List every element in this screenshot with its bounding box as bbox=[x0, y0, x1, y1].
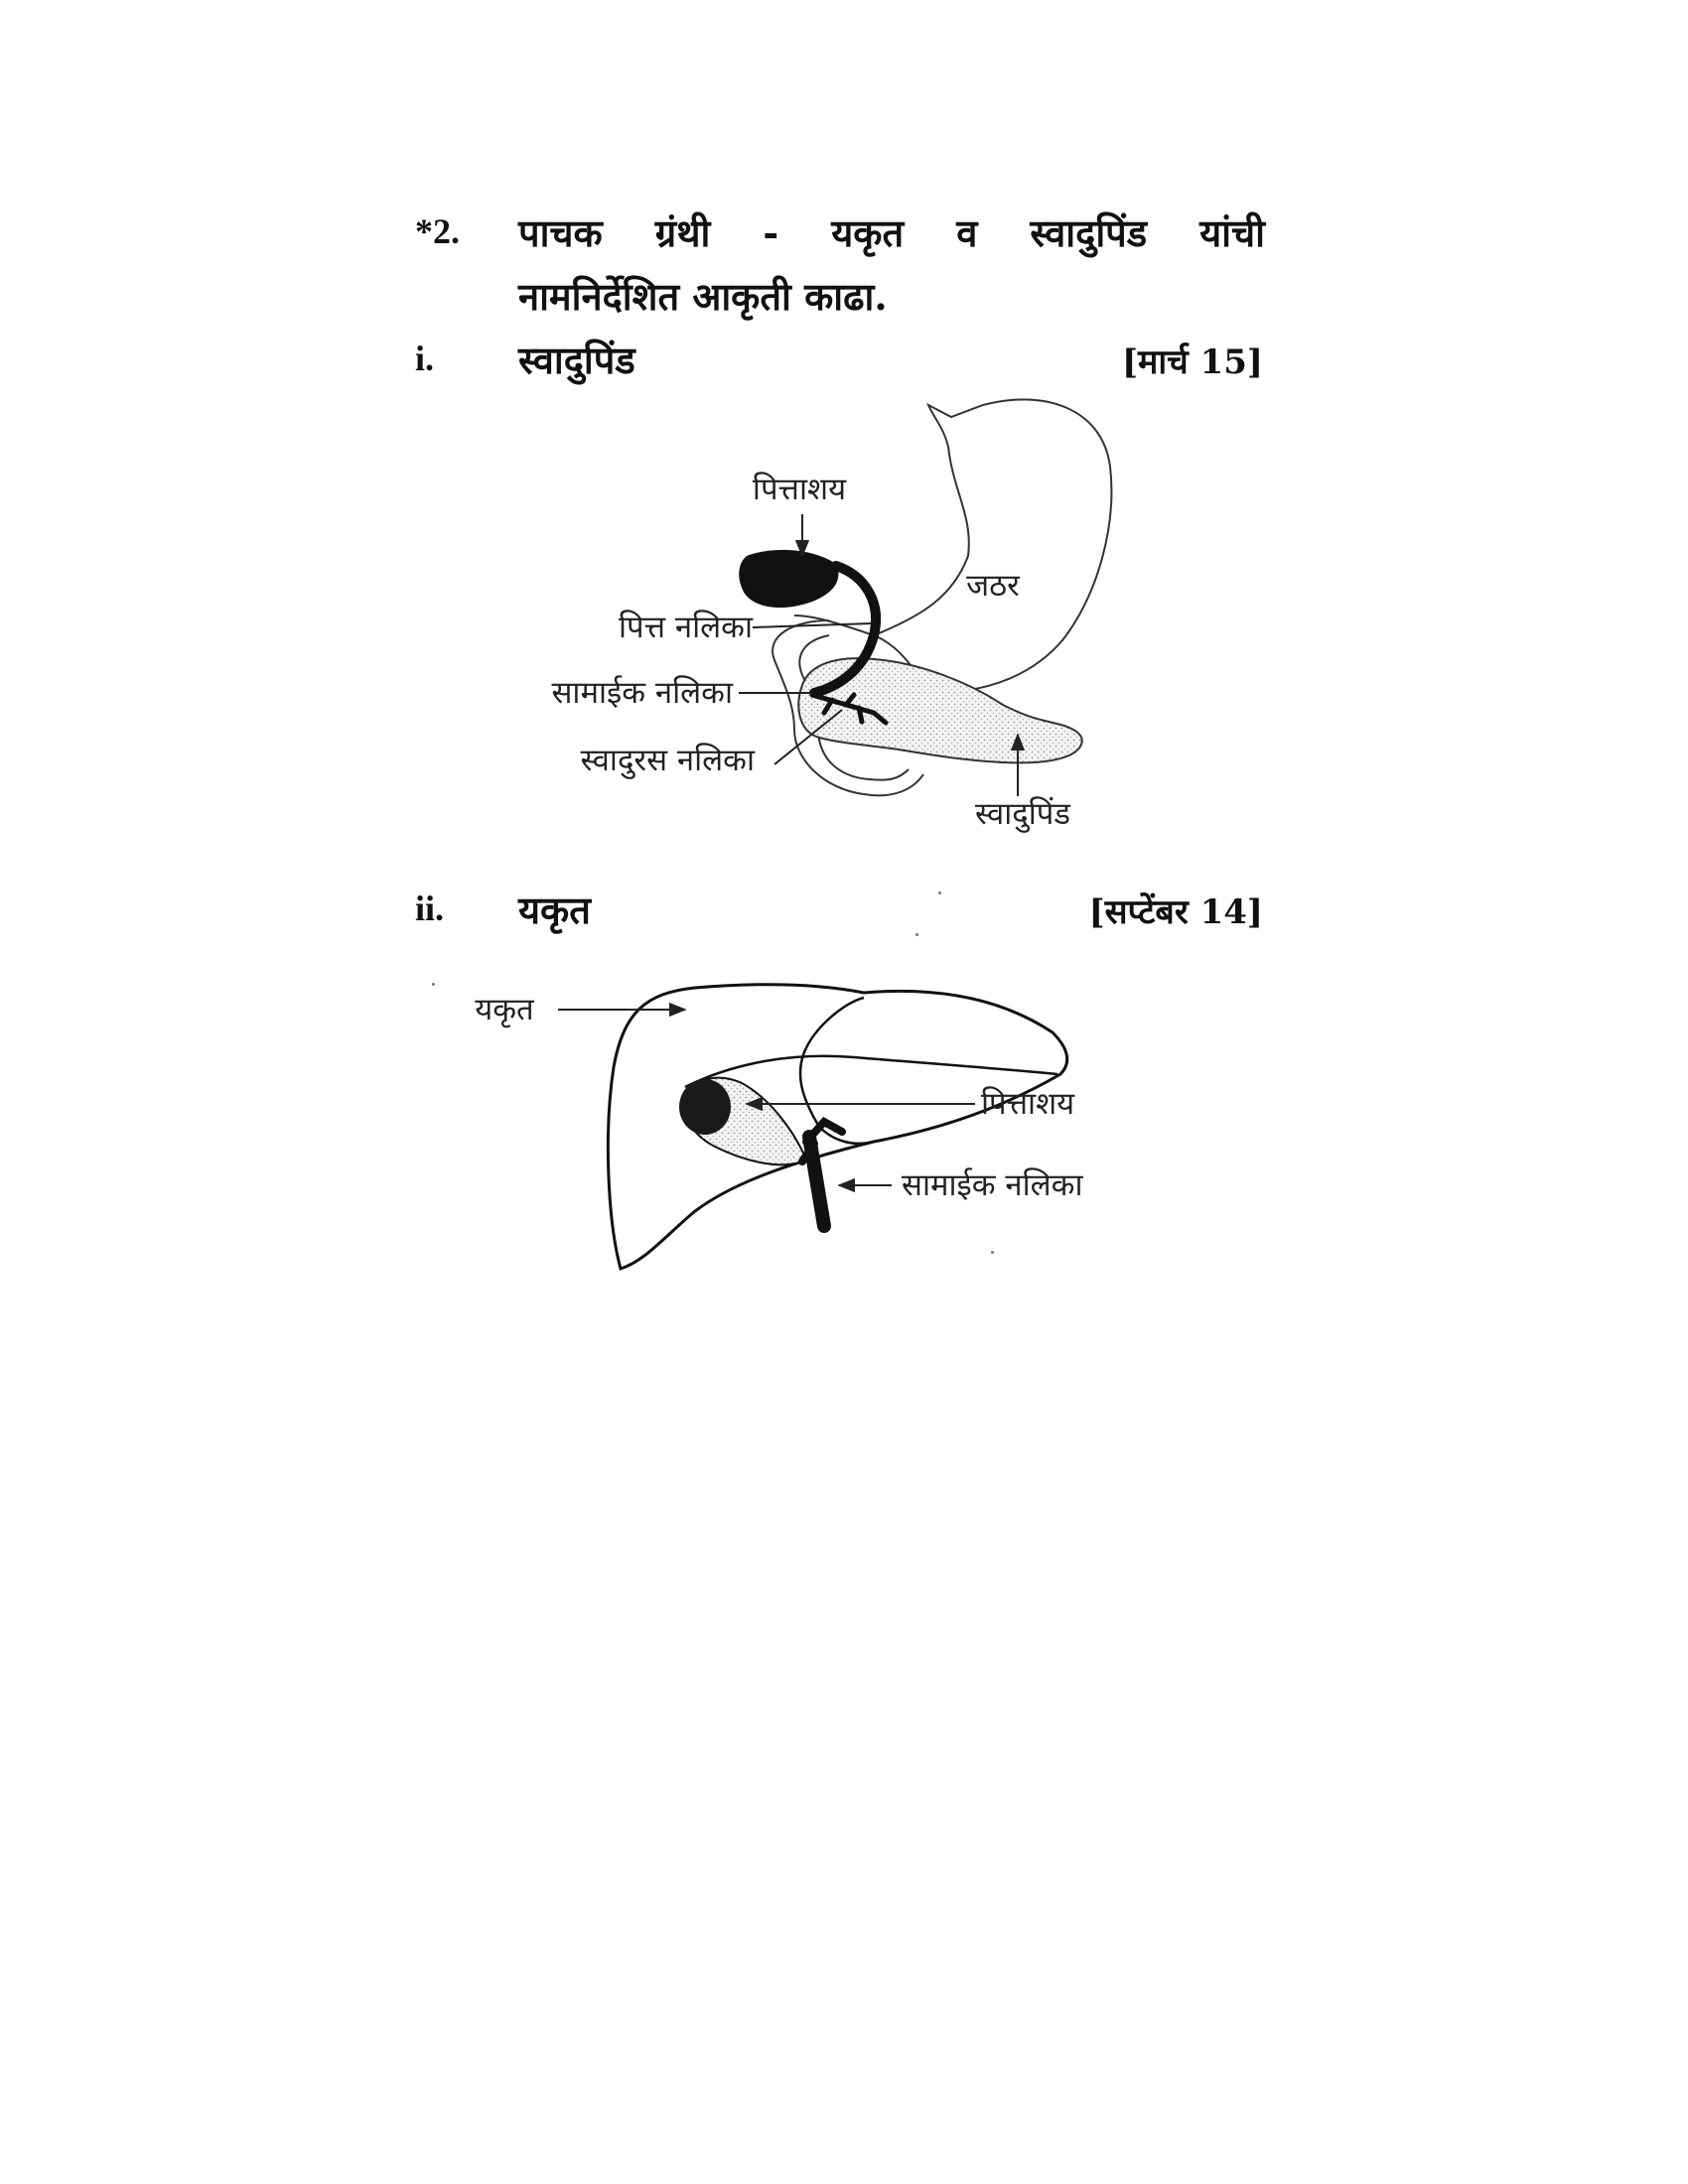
label-bile-duct: पित्त नलिका bbox=[618, 610, 753, 645]
pancreas-diagram bbox=[551, 399, 1111, 833]
label-common-duct: सामाईक नलिका bbox=[551, 675, 733, 711]
gallbladder-fundus bbox=[679, 1079, 731, 1135]
label-gallbladder: पित्ताशय bbox=[752, 472, 847, 507]
label-pancreas: स्वादुपिंड bbox=[974, 796, 1071, 832]
liver-lobe-line bbox=[800, 998, 874, 1144]
part-ii-number: ii. bbox=[415, 888, 445, 928]
scan-speck bbox=[432, 983, 435, 986]
liver-diagram bbox=[475, 985, 1083, 1269]
label-common-duct-liver: सामाईक नलिका bbox=[902, 1167, 1083, 1203]
part-ii-title: यकृत bbox=[518, 887, 591, 932]
gallbladder bbox=[739, 550, 838, 608]
label-gallbladder-liver: पित्ताशय bbox=[981, 1086, 1075, 1122]
scan-speck bbox=[915, 933, 918, 936]
part-i-number: i. bbox=[415, 339, 435, 378]
part-i-title: स्वादुपिंड bbox=[518, 338, 635, 382]
label-liver: यकृत bbox=[475, 992, 534, 1027]
part-ii-reference: [सप्टेंबर 14] bbox=[1088, 892, 1263, 932]
question-text-line2: नामनिर्देशित आकृती काढा. bbox=[518, 274, 888, 319]
part-i-reference: [मार्च 15] bbox=[1121, 342, 1263, 382]
scan-speck bbox=[991, 1251, 994, 1254]
question-number: *2. bbox=[415, 211, 460, 251]
question-text-line1: पाचक ग्रंथी - यकृत व स्वादुपिंड यांची bbox=[518, 210, 1265, 255]
scan-speck bbox=[938, 891, 941, 894]
stomach-outline bbox=[874, 399, 1111, 693]
label-stomach: जठर bbox=[966, 568, 1020, 604]
label-pancreatic-duct: स्वादुरस नलिका bbox=[580, 743, 755, 778]
